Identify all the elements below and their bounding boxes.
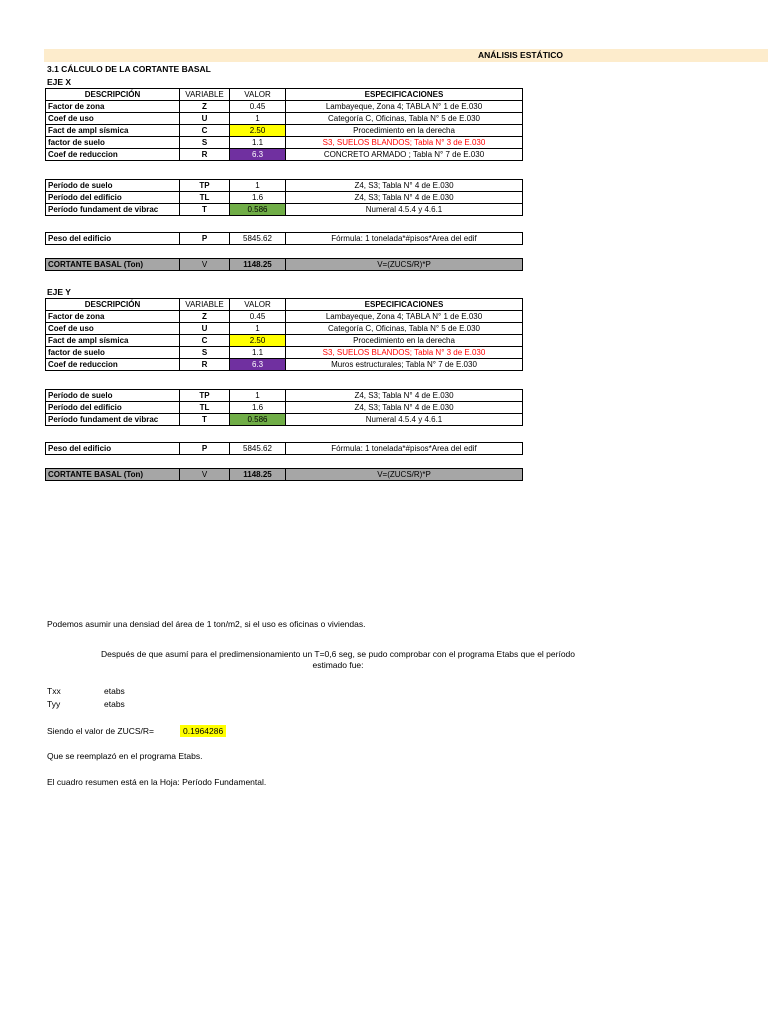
- note-replaced: Que se reemplazó en el programa Etabs.: [47, 751, 203, 761]
- cell-var[interactable]: TL: [180, 192, 230, 204]
- header-desc[interactable]: DESCRIPCIÓN: [46, 299, 180, 311]
- table-row: [46, 204, 523, 216]
- cell-var[interactable]: S: [180, 347, 230, 359]
- table-row: [46, 311, 523, 323]
- header-spec[interactable]: ESPECIFICACIONES: [286, 299, 523, 311]
- table-row: [46, 259, 523, 271]
- cell-spec[interactable]: V=(ZUCS/R)*P: [286, 469, 523, 481]
- cell-var[interactable]: Z: [180, 311, 230, 323]
- tyy-label: Tyy: [47, 699, 61, 709]
- cell-var[interactable]: Z: [180, 101, 230, 113]
- cell-spec[interactable]: Lambayeque, Zona 4; TABLA N° 1 de E.030: [286, 311, 523, 323]
- cell-desc[interactable]: Período fundament de vibrac: [46, 204, 180, 216]
- eje-x-params-table: [45, 88, 523, 161]
- cell-spec[interactable]: Numeral 4.5.4 y 4.6.1: [286, 204, 523, 216]
- table-row: [46, 149, 523, 161]
- table-row: [46, 323, 523, 335]
- cell-desc[interactable]: Período fundament de vibrac: [46, 414, 180, 426]
- cell-val[interactable]: 1.6: [230, 402, 286, 414]
- table-row: [46, 125, 523, 137]
- cell-spec[interactable]: Fórmula: 1 tonelada*#pisos*Area del edif: [286, 443, 523, 455]
- note-predim-line2: estimado fue:: [312, 660, 364, 670]
- header-var[interactable]: VARIABLE: [180, 89, 230, 101]
- table-row: [46, 101, 523, 113]
- eje-x-shear-table: [45, 258, 523, 271]
- section-title: 3.1 CÁLCULO DE LA CORTANTE BASAL: [47, 64, 211, 74]
- cell-spec-warning[interactable]: S3, SUELOS BLANDOS; Tabla N° 3 de E.030: [286, 347, 523, 359]
- cell-var[interactable]: TL: [180, 402, 230, 414]
- cell-desc[interactable]: Período de suelo: [46, 180, 180, 192]
- cell-desc[interactable]: factor de suelo: [46, 347, 180, 359]
- table-row: [46, 347, 523, 359]
- table-row: [46, 359, 523, 371]
- txx-value: etabs: [104, 686, 125, 696]
- table-row: [46, 180, 523, 192]
- cell-spec[interactable]: CONCRETO ARMADO ; Tabla N° 7 de E.030: [286, 149, 523, 161]
- cell-desc[interactable]: Peso del edificio: [46, 443, 180, 455]
- cell-val-highlight[interactable]: 2.50: [230, 335, 286, 347]
- cell-spec[interactable]: Numeral 4.5.4 y 4.6.1: [286, 414, 523, 426]
- cell-spec[interactable]: Z4, S3; Tabla N° 4 de E.030: [286, 390, 523, 402]
- header-row: [46, 89, 523, 101]
- eje-y-shear-table: [45, 468, 523, 481]
- cell-val[interactable]: 1: [230, 323, 286, 335]
- cell-desc[interactable]: Factor de zona: [46, 101, 180, 113]
- cell-desc[interactable]: CORTANTE BASAL (Ton): [46, 469, 180, 481]
- tyy-value: etabs: [104, 699, 125, 709]
- cell-val-highlight[interactable]: 6.3: [230, 359, 286, 371]
- table-row: [46, 137, 523, 149]
- cell-val[interactable]: 5845.62: [230, 443, 286, 455]
- cell-val-highlight[interactable]: 2.50: [230, 125, 286, 137]
- cell-val[interactable]: 5845.62: [230, 233, 286, 245]
- cell-var[interactable]: TP: [180, 180, 230, 192]
- cell-var[interactable]: P: [180, 233, 230, 245]
- zucs-label: Siendo el valor de ZUCS/R=: [47, 726, 155, 736]
- cell-val[interactable]: 0.45: [230, 311, 286, 323]
- cell-spec[interactable]: Fórmula: 1 tonelada*#pisos*Area del edif: [286, 233, 523, 245]
- cell-spec[interactable]: Z4, S3; Tabla N° 4 de E.030: [286, 180, 523, 192]
- cell-spec[interactable]: Categoría C, Oficinas, Tabla N° 5 de E.030: [286, 113, 523, 125]
- cell-val-highlight[interactable]: 6.3: [230, 149, 286, 161]
- cell-var[interactable]: TP: [180, 390, 230, 402]
- cell-val[interactable]: 1.1: [230, 137, 286, 149]
- cell-var[interactable]: U: [180, 113, 230, 125]
- cell-val-highlight[interactable]: 0.586: [230, 414, 286, 426]
- header-var[interactable]: VARIABLE: [180, 299, 230, 311]
- table-row: [46, 469, 523, 481]
- cell-var[interactable]: P: [180, 443, 230, 455]
- header-val[interactable]: VALOR: [230, 299, 286, 311]
- cell-var[interactable]: V: [180, 259, 230, 271]
- cell-val[interactable]: 1: [230, 390, 286, 402]
- cell-desc[interactable]: Período del edificio: [46, 402, 180, 414]
- cell-desc[interactable]: Período del edificio: [46, 192, 180, 204]
- table-row: [46, 233, 523, 245]
- cell-var[interactable]: C: [180, 335, 230, 347]
- cell-desc[interactable]: Coef de reduccion: [46, 359, 180, 371]
- table-row: [46, 390, 523, 402]
- table-row: [46, 443, 523, 455]
- cell-spec[interactable]: Categoría C, Oficinas, Tabla N° 5 de E.030: [286, 323, 523, 335]
- banner-title: ANÁLISIS ESTÁTICO: [478, 50, 564, 60]
- cell-var[interactable]: C: [180, 125, 230, 137]
- table-row: [46, 192, 523, 204]
- eje-y-params-table: [45, 298, 523, 371]
- cell-var[interactable]: T: [180, 414, 230, 426]
- header-desc[interactable]: DESCRIPCIÓN: [46, 89, 180, 101]
- cell-spec[interactable]: Procedimiento en la derecha: [286, 125, 523, 137]
- cell-var[interactable]: T: [180, 204, 230, 216]
- cell-spec[interactable]: Procedimiento en la derecha: [286, 335, 523, 347]
- cell-spec[interactable]: V=(ZUCS/R)*P: [286, 259, 523, 271]
- cell-var[interactable]: R: [180, 359, 230, 371]
- header-row: [46, 299, 523, 311]
- eje-x-periods-table: [45, 179, 523, 216]
- note-predim-line1: Después de que asumí para el predimensionamiento un T=0,6 seg, se pudo comprobar con el programa Etabs que el período: [100, 649, 575, 659]
- eje-y-periods-table: [45, 389, 523, 426]
- cell-spec[interactable]: Lambayeque, Zona 4; TABLA N° 1 de E.030: [286, 101, 523, 113]
- cell-var[interactable]: U: [180, 323, 230, 335]
- table-row: [46, 335, 523, 347]
- cell-val[interactable]: 1148.25: [230, 259, 286, 271]
- cell-desc[interactable]: CORTANTE BASAL (Ton): [46, 259, 180, 271]
- cell-spec[interactable]: Z4, S3; Tabla N° 4 de E.030: [286, 192, 523, 204]
- note-density: Podemos asumir una densiad del área de 1 ton/m2, si el uso es oficinas o viviendas.: [47, 619, 366, 629]
- header-val[interactable]: VALOR: [230, 89, 286, 101]
- eje-x-label: EJE X: [47, 77, 72, 87]
- cell-val[interactable]: 0.45: [230, 101, 286, 113]
- zucs-value: 0.1964286: [180, 725, 226, 737]
- cell-desc[interactable]: Factor de zona: [46, 311, 180, 323]
- table-row: [46, 414, 523, 426]
- cell-var[interactable]: S: [180, 137, 230, 149]
- cell-val[interactable]: 1148.25: [230, 469, 286, 481]
- cell-spec[interactable]: Muros estructurales; Tabla N° 7 de E.030: [286, 359, 523, 371]
- cell-val[interactable]: 1: [230, 180, 286, 192]
- cell-desc[interactable]: Fact de ampl sísmica: [46, 125, 180, 137]
- eje-y-weight-table: [45, 442, 523, 455]
- cell-val-highlight[interactable]: 0.586: [230, 204, 286, 216]
- cell-spec[interactable]: Z4, S3; Tabla N° 4 de E.030: [286, 402, 523, 414]
- cell-desc[interactable]: Coef de uso: [46, 323, 180, 335]
- cell-desc[interactable]: Período de suelo: [46, 390, 180, 402]
- table-row: [46, 402, 523, 414]
- cell-val[interactable]: 1: [230, 113, 286, 125]
- eje-y-label: EJE Y: [47, 287, 71, 297]
- cell-val[interactable]: 1.6: [230, 192, 286, 204]
- cell-val[interactable]: 1.1: [230, 347, 286, 359]
- cell-desc[interactable]: Coef de uso: [46, 113, 180, 125]
- eje-x-weight-table: [45, 232, 523, 245]
- cell-desc[interactable]: Fact de ampl sísmica: [46, 335, 180, 347]
- table-row: [46, 113, 523, 125]
- cell-desc[interactable]: factor de suelo: [46, 137, 180, 149]
- note-summary: El cuadro resumen está en la Hoja: Período Fundamental.: [47, 777, 267, 787]
- cell-spec-warning[interactable]: S3, SUELOS BLANDOS; Tabla N° 3 de E.030: [286, 137, 523, 149]
- cell-var[interactable]: R: [180, 149, 230, 161]
- cell-desc[interactable]: Coef de reduccion: [46, 149, 180, 161]
- cell-var[interactable]: V: [180, 469, 230, 481]
- banner: [44, 49, 768, 62]
- txx-label: Txx: [47, 686, 61, 696]
- header-spec[interactable]: ESPECIFICACIONES: [286, 89, 523, 101]
- cell-desc[interactable]: Peso del edificio: [46, 233, 180, 245]
